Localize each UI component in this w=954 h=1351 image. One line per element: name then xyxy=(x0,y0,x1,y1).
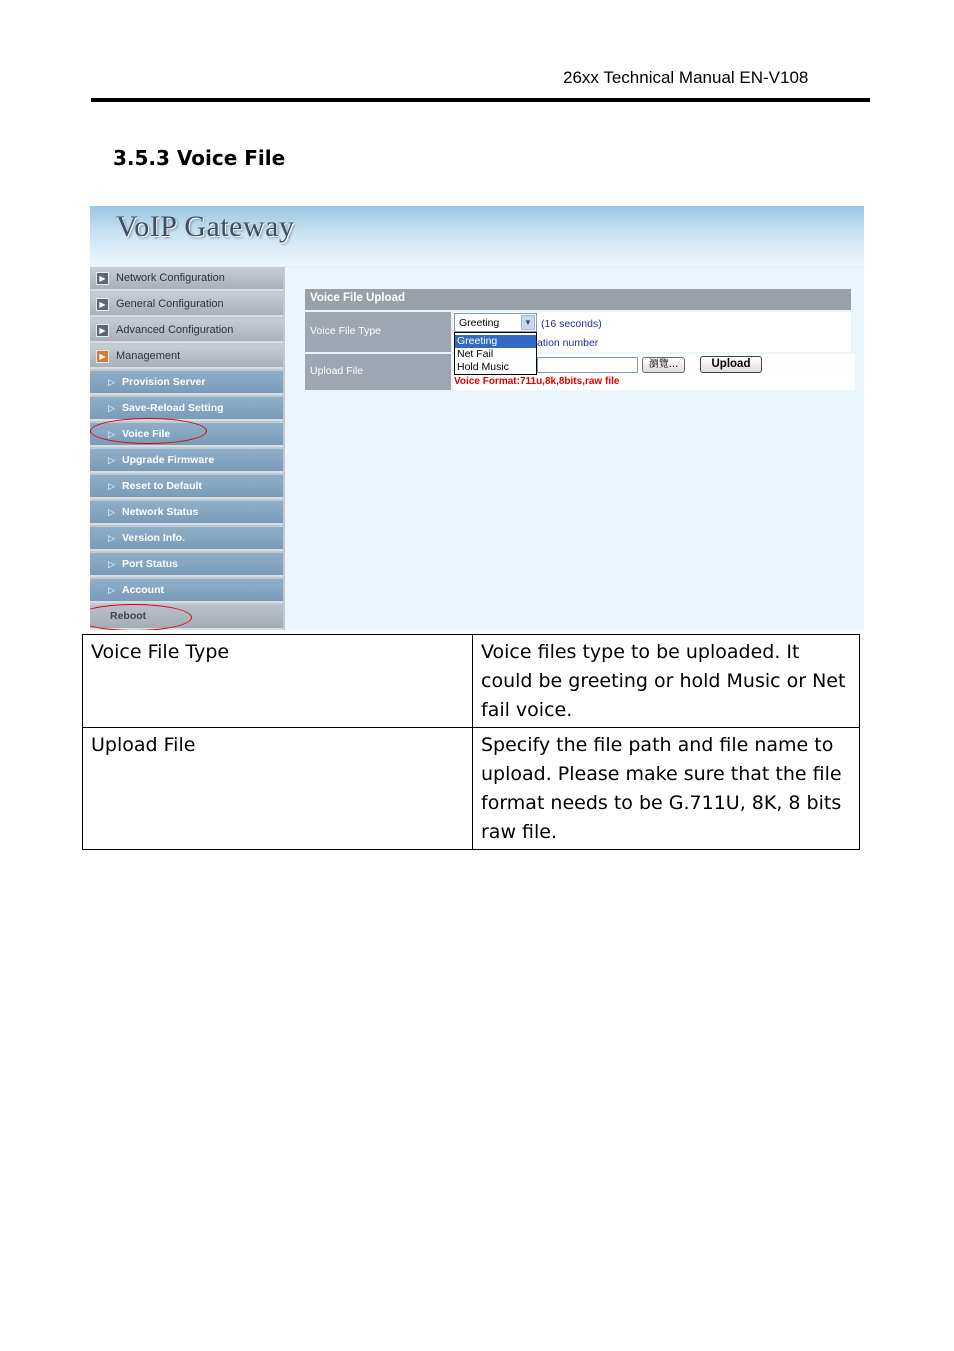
selected-value: Greeting xyxy=(459,317,500,329)
sidebar-item-label: Provision Server xyxy=(122,376,206,388)
field-name-cell: Voice File Type xyxy=(83,635,473,728)
banner-title: VoIP Gateway xyxy=(116,210,295,243)
triangle-right-icon: ▷ xyxy=(108,429,115,439)
browse-button[interactable]: 瀏覽... xyxy=(642,357,685,373)
expand-arrow-icon: ▶ xyxy=(96,350,109,363)
duration-note: (16 seconds) xyxy=(541,318,602,330)
manual-header: 26xx Technical Manual EN-V108 xyxy=(563,68,809,87)
sidebar-item-label: Reboot xyxy=(110,610,147,622)
sidebar-item-provision-server[interactable] xyxy=(90,371,283,395)
voip-gateway-screenshot xyxy=(90,206,864,630)
voice-file-type-label-cell xyxy=(305,312,451,352)
sidebar-item-upgrade-firmware[interactable] xyxy=(90,449,283,473)
upload-file-label-cell xyxy=(305,354,451,390)
panel-title-bar xyxy=(305,289,851,310)
expand-arrow-icon: ▶ xyxy=(96,272,109,285)
triangle-right-icon: ▷ xyxy=(108,377,115,387)
expand-arrow-icon: ▶ xyxy=(96,324,109,337)
table-row xyxy=(83,635,860,728)
sidebar-item-label: Version Info. xyxy=(122,532,186,544)
dropdown-option-greeting[interactable]: Greeting xyxy=(455,335,536,348)
upload-file-input[interactable] xyxy=(537,357,638,373)
dropdown-option-hold-music[interactable]: Hold Music xyxy=(457,361,509,373)
triangle-right-icon: ▷ xyxy=(108,481,115,491)
dropdown-option-net-fail[interactable]: Net Fail xyxy=(457,348,494,360)
field-name-cell: Upload File xyxy=(83,728,473,850)
sidebar-item-label: General Configuration xyxy=(116,298,224,310)
sidebar-item-account[interactable] xyxy=(90,579,283,603)
sidebar-item-save-reload-setting[interactable] xyxy=(90,397,283,421)
upload-file-label: Upload File xyxy=(310,365,364,377)
sidebar-item-reset-to-default[interactable] xyxy=(90,475,283,499)
sidebar-item-label: Advanced Configuration xyxy=(116,324,234,336)
sidebar-item-version-info[interactable] xyxy=(90,527,283,551)
sidebar-item-label: Management xyxy=(116,350,181,362)
voice-file-type-select[interactable] xyxy=(454,313,537,332)
sidebar-item-advanced-configuration[interactable] xyxy=(90,319,283,343)
sidebar xyxy=(90,267,285,630)
sidebar-item-label: Reset to Default xyxy=(122,480,202,492)
sidebar-item-label: Save-Reload Setting xyxy=(122,402,224,414)
partial-note: ation number xyxy=(537,337,599,349)
sidebar-item-label: Account xyxy=(122,584,164,596)
triangle-right-icon: ▷ xyxy=(108,533,115,543)
triangle-right-icon: ▷ xyxy=(108,403,115,413)
sidebar-item-network-status[interactable] xyxy=(90,501,283,525)
sidebar-item-general-configuration[interactable] xyxy=(90,293,283,317)
highlight-circle-voice-file xyxy=(90,418,207,444)
sidebar-item-label: Upgrade Firmware xyxy=(122,454,215,466)
sidebar-item-label: Voice File xyxy=(122,428,171,440)
triangle-right-icon: ▷ xyxy=(108,455,115,465)
sidebar-item-label: Network Configuration xyxy=(116,272,225,284)
field-description-cell: Voice files type to be uploaded. It could be greeting or hold Music or Net fail voice. xyxy=(473,635,860,728)
sidebar-item-label: Port Status xyxy=(122,558,179,570)
triangle-right-icon: ▷ xyxy=(108,585,115,595)
triangle-right-icon: ▷ xyxy=(108,559,115,569)
table-row xyxy=(83,728,860,850)
triangle-right-icon: ▷ xyxy=(108,507,115,517)
sidebar-item-network-configuration[interactable] xyxy=(90,267,283,291)
banner xyxy=(90,206,864,267)
sidebar-item-management[interactable] xyxy=(90,345,283,369)
description-table xyxy=(82,634,860,850)
field-description-cell: Specify the file path and file name to upload. Please make sure that the file format needs to be G.711U, 8K, 8 bits raw file. xyxy=(473,728,860,850)
voice-file-type-dropdown xyxy=(454,332,537,375)
voice-file-type-label: Voice File Type xyxy=(310,325,382,337)
panel-title: Voice File Upload xyxy=(310,292,405,304)
voice-format-note: Voice Format:711u,8k,8bits,raw file xyxy=(454,376,620,387)
section-title: 3.5.3 Voice File xyxy=(113,146,286,170)
header-rule xyxy=(91,98,870,102)
upload-button[interactable]: Upload xyxy=(700,356,762,373)
sidebar-item-port-status[interactable] xyxy=(90,553,283,577)
expand-arrow-icon: ▶ xyxy=(96,298,109,311)
chevron-down-icon[interactable]: ▼ xyxy=(521,315,535,330)
highlight-circle-reboot xyxy=(90,604,192,630)
sidebar-item-label: Network Status xyxy=(122,506,199,518)
